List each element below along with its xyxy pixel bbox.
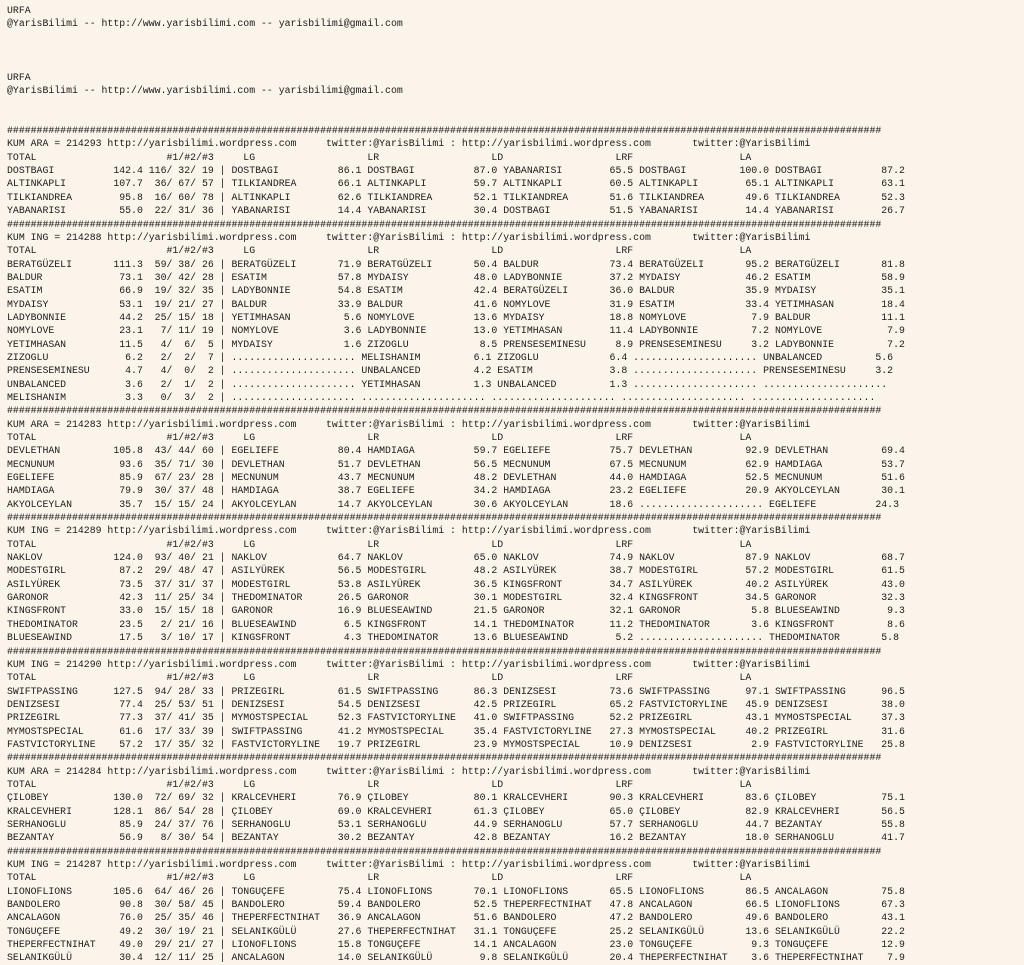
- text-line: ####################################################################################################################################################: [7, 845, 882, 857]
- text-line: ####################################################################################################################################################: [7, 218, 882, 230]
- text-line: KUM ARA = 214283 http://yarisbilimi.wordpress.com twitter:@YarisBilimi : http://yarisbilimi.wordpress.com twitter:@YarisBilimi: [7, 418, 811, 430]
- text-line: URFA: [7, 5, 31, 16]
- text-line: MECNUNUM 93.6 35/ 71/ 30 | DEVLETHAN 51.7 DEVLETHAN 56.5 MECNUNUM 67.5 MECNUNUM 62.9 HAMDIAGA 53.7: [7, 458, 905, 470]
- text-line: [7, 57, 1024, 70]
- text-line: MYMOSTSPECIAL 61.6 17/ 33/ 39 | SWIFTPASSING 41.2 MYMOSTSPECIAL 35.4 FASTVICTORYLINE 27.3 MYMOSTSPECIAL 40.2 PRIZEGIRL 31.6: [7, 725, 905, 737]
- text-line: ÇILOBEY 130.0 72/ 69/ 32 | KRALCEVHERI 76.9 ÇILOBEY 80.1 KRALCEVHERI 90.3 KRALCEVHERI 83.6 ÇILOBEY 75.1: [7, 792, 905, 804]
- text-line: KUM ARA = 214284 http://yarisbilimi.wordpress.com twitter:@YarisBilimi : http://yarisbilimi.wordpress.com twitter:@YarisBilimi: [7, 765, 811, 777]
- text-line: YETIMHASAN 11.5 4/ 6/ 5 | MYDAISY 1.6 ZIZOGLU 8.5 PRENSESEMINESU 8.9 PRENSESEMINESU 3.2 LADYBONNIE 7.2: [7, 338, 905, 350]
- text-line: [7, 44, 1024, 57]
- text-line: BLUESEAWIND 17.5 3/ 10/ 17 | KINGSFRONT 4.3 THEDOMINATOR 13.6 BLUESEAWIND 5.2 ..................... THEDOMINATOR 5.8: [7, 632, 899, 644]
- text-line: TOTAL #1/#2/#3 LG LR LD LRF LA: [7, 778, 752, 790]
- text-line: GARONOR 42.3 11/ 25/ 34 | THEDOMINATOR 26.5 GARONOR 30.1 MODESTGIRL 32.4 KINGSFRONT 34.5 GARONOR 32.3: [7, 592, 905, 604]
- text-line: [7, 111, 1024, 124]
- text-line: HAMDIAGA 79.9 30/ 37/ 48 | HAMDIAGA 38.7 EGELIEFE 34.2 HAMDIAGA 23.2 EGELIEFE 20.9 AKYOLCEYLAN 30.1: [7, 485, 905, 497]
- text-line: KUM ING = 214287 http://yarisbilimi.wordpress.com twitter:@YarisBilimi : http://yarisbilimi.wordpress.com twitter:@YarisBilimi: [7, 859, 811, 870]
- text-line: SERHANOGLU 85.9 24/ 37/ 76 | SERHANOGLU 53.1 SERHANOGLU 44.9 SERHANOGLU 57.7 SERHANOGLU 44.7 BEZANTAY 55.8: [7, 818, 905, 830]
- text-line: ####################################################################################################################################################: [7, 645, 882, 657]
- text-line: TOTAL #1/#2/#3 LG LR LD LRF LA: [7, 672, 752, 684]
- text-line: ####################################################################################################################################################: [7, 125, 882, 137]
- text-line: NAKLOV 124.0 93/ 40/ 21 | NAKLOV 64.7 NAKLOV 65.0 NAKLOV 74.9 NAKLOV 87.9 NAKLOV 68.7: [7, 552, 905, 564]
- text-line: AKYOLCEYLAN 35.7 15/ 15/ 24 | AKYOLCEYLAN 14.7 AKYOLCEYLAN 30.6 AKYOLCEYLAN 18.6 ..................... EGELIEFE 24.3: [7, 498, 899, 510]
- text-line: TOTAL #1/#2/#3 LG LR LD LRF LA: [7, 872, 752, 884]
- text-line: NOMYLOVE 23.1 7/ 11/ 19 | NOMYLOVE 3.6 LADYBONNIE 13.0 YETIMHASAN 11.4 LADYBONNIE 7.2 NOMYLOVE 7.9: [7, 325, 905, 337]
- text-line: TONGUÇEFE 49.2 30/ 19/ 21 | SELANIKGÜLÜ 27.6 THEPERFECTNIHAT 31.1 TONGUÇEFE 25.2 SELANIKGÜLÜ 13.6 SELANIKGÜLÜ 22.2: [7, 925, 905, 937]
- text-line: FASTVICTORYLINE 57.2 17/ 35/ 32 | FASTVICTORYLINE 19.7 PRIZEGIRL 23.9 MYMOSTSPECIAL 10.9 DENIZSESI 2.9 FASTVICTORYLINE 25.8: [7, 738, 905, 750]
- text-line: DENIZSESI 77.4 25/ 53/ 51 | DENIZSESI 54.5 DENIZSESI 42.5 PRIZEGIRL 65.2 FASTVICTORYLINE 45.9 DENIZSESI 38.0: [7, 698, 905, 710]
- text-line: TOTAL #1/#2/#3 LG LR LD LRF LA: [7, 151, 752, 163]
- text-line: URFA: [7, 71, 31, 83]
- text-line: MYDAISY 53.1 19/ 21/ 27 | BALDUR 33.9 BALDUR 41.6 NOMYLOVE 31.9 ESATIM 33.4 YETIMHASAN 18.4: [7, 298, 905, 310]
- text-line: THEPERFECTNIHAT 49.0 29/ 21/ 27 | LIONOFLIONS 15.8 TONGUÇEFE 14.1 ANCALAGON 23.0 TONGUÇEFE 9.3 TONGUÇEFE 12.9: [7, 939, 905, 951]
- text-line: ZIZOGLU 6.2 2/ 2/ 7 | ..................... MELISHANIM 6.1 ZIZOGLU 6.4 ..................... UNBALANCED 5.6: [7, 351, 894, 363]
- text-line: [7, 31, 1024, 44]
- text-line: ASILYÜREK 73.5 37/ 31/ 37 | MODESTGIRL 53.8 ASILYÜREK 36.5 KINGSFRONT 34.7 ASILYÜREK 40.2 ASILYÜREK 43.0: [7, 578, 905, 590]
- text-line: LADYBONNIE 44.2 25/ 15/ 18 | YETIMHASAN 5.6 NOMYLOVE 13.6 MYDAISY 18.8 NOMYLOVE 7.9 BALDUR 11.1: [7, 311, 905, 323]
- text-line: KUM ING = 214288 http://yarisbilimi.wordpress.com twitter:@YarisBilimi : http://yarisbilimi.wordpress.com twitter:@YarisBilimi: [7, 231, 811, 243]
- text-line: MELISHANIM 3.3 0/ 3/ 2 | ..................... ..................... ..................... ..................... .....................: [7, 391, 876, 403]
- text-line: SWIFTPASSING 127.5 94/ 28/ 33 | PRIZEGIRL 61.5 SWIFTPASSING 86.3 DENIZSESI 73.6 SWIFTPASSING 97.1 SWIFTPASSING 96.5: [7, 685, 905, 697]
- text-line: KRALCEVHERI 128.1 86/ 54/ 28 | ÇILOBEY 69.0 KRALCEVHERI 61.3 ÇILOBEY 65.0 ÇILOBEY 82.9 KRALCEVHERI 56.5: [7, 805, 905, 817]
- text-line: KUM ING = 214289 http://yarisbilimi.wordpress.com twitter:@YarisBilimi : http://yarisbilimi.wordpress.com twitter:@YarisBilimi: [7, 525, 811, 537]
- text-line: ANCALAGON 76.0 25/ 35/ 46 | THEPERFECTNIHAT 36.9 ANCALAGON 51.6 BANDOLERO 47.2 BANDOLERO 49.6 BANDOLERO 43.1: [7, 912, 905, 924]
- text-line: TILKIANDREA 95.8 16/ 60/ 78 | ALTINKAPLI 62.6 TILKIANDREA 52.1 TILKIANDREA 51.6 TILKIANDREA 49.6 TILKIANDREA 52.3: [7, 191, 905, 203]
- text-line: THEDOMINATOR 23.5 2/ 21/ 16 | BLUESEAWIND 6.5 KINGSFRONT 14.1 THEDOMINATOR 11.2 THEDOMINATOR 3.6 KINGSFRONT 8.6: [7, 618, 905, 630]
- text-line: DEVLETHAN 105.8 43/ 44/ 60 | EGELIEFE 80.4 HAMDIAGA 59.7 EGELIEFE 75.7 DEVLETHAN 92.9 DEVLETHAN 69.4: [7, 445, 905, 457]
- text-line: LIONOFLIONS 105.6 64/ 46/ 26 | TONGUÇEFE 75.4 LIONOFLIONS 70.1 LIONOFLIONS 65.5 LIONOFLIONS 86.5 ANCALAGON 75.8: [7, 885, 905, 897]
- text-line: KUM ING = 214290 http://yarisbilimi.wordpress.com twitter:@YarisBilimi : http://yarisbilimi.wordpress.com twitter:@YarisBilimi: [7, 658, 811, 670]
- text-line: BANDOLERO 90.8 30/ 58/ 45 | BANDOLERO 59.4 BANDOLERO 52.5 THEPERFECTNIHAT 47.8 ANCALAGON 66.5 LIONOFLIONS 67.3: [7, 899, 905, 911]
- text-line: ALTINKAPLI 107.7 36/ 67/ 57 | TILKIANDREA 66.1 ALTINKAPLI 59.7 ALTINKAPLI 60.5 ALTINKAPLI 65.1 ALTINKAPLI 63.1: [7, 178, 905, 190]
- text-line: PRENSESEMINESU 4.7 4/ 0/ 2 | ..................... UNBALANCED 4.2 ESATIM 3.8 ..................... PRENSESEMINESU 3.2: [7, 365, 894, 377]
- text-line: DOSTBAGI 142.4 116/ 32/ 19 | DOSTBAGI 86.1 DOSTBAGI 87.0 YABANARISI 65.5 DOSTBAGI 100.0 DOSTBAGI 87.2: [7, 165, 905, 177]
- text-line: PRIZEGIRL 77.3 37/ 41/ 35 | MYMOSTSPECIAL 52.3 FASTVICTORYLINE 41.0 SWIFTPASSING 52.2 PRIZEGIRL 43.1 MYMOSTSPECIAL 37.3: [7, 712, 905, 724]
- text-line: YABANARISI 55.0 22/ 31/ 36 | YABANARISI 14.4 YABANARISI 30.4 DOSTBAGI 51.5 YABANARISI 14.4 YABANARISI 26.7: [7, 205, 905, 217]
- text-line: ####################################################################################################################################################: [7, 405, 882, 417]
- text-line: EGELIEFE 85.9 67/ 23/ 28 | MECNUNUM 43.7 MECNUNUM 48.2 DEVLETHAN 44.0 HAMDIAGA 52.5 MECNUNUM 51.6: [7, 472, 905, 484]
- text-line: ####################################################################################################################################################: [7, 752, 882, 764]
- text-line: KUM ARA = 214293 http://yarisbilimi.wordpress.com twitter:@YarisBilimi : http://yarisbilimi.wordpress.com twitter:@YarisBilimi: [7, 138, 811, 150]
- text-line: BERATGÜZELI 111.3 59/ 38/ 26 | BERATGÜZELI 71.9 BERATGÜZELI 50.4 BALDUR 73.4 BERATGÜZELI 95.2 BERATGÜZELI 81.8: [7, 258, 905, 270]
- text-line: TOTAL #1/#2/#3 LG LR LD LRF LA: [7, 538, 752, 550]
- text-line: TOTAL #1/#2/#3 LG LR LD LRF LA: [7, 245, 752, 257]
- text-line: [7, 97, 1024, 110]
- text-line: @YarisBilimi -- http://www.yarisbilimi.com -- yarisbilimi@gmail.com: [7, 85, 403, 97]
- text-line: ####################################################################################################################################################: [7, 512, 882, 524]
- text-line: BALDUR 73.1 30/ 42/ 28 | ESATIM 57.8 MYDAISY 48.0 LADYBONNIE 37.2 MYDAISY 46.2 ESATIM 58.9: [7, 271, 905, 283]
- text-line: KINGSFRONT 33.0 15/ 15/ 18 | GARONOR 16.9 BLUESEAWIND 21.5 GARONOR 32.1 GARONOR 5.8 BLUESEAWIND 9.3: [7, 605, 905, 617]
- text-line: SELANIKGÜLÜ 30.4 12/ 11/ 25 | ANCALAGON 14.0 SELANIKGÜLÜ 9.8 SELANIKGÜLÜ 20.4 THEPERFECTNIHAT 3.6 THEPERFECTNIHAT 7.9: [7, 952, 905, 964]
- text-line: MODESTGIRL 87.2 29/ 48/ 47 | ASILYÜREK 56.5 MODESTGIRL 48.2 ASILYÜREK 38.7 MODESTGIRL 57.2 MODESTGIRL 61.5: [7, 565, 905, 577]
- text-line: TOTAL #1/#2/#3 LG LR LD LRF LA: [7, 432, 752, 443]
- text-line: @YarisBilimi -- http://www.yarisbilimi.com -- yarisbilimi@gmail.com: [7, 18, 403, 30]
- text-line: ESATIM 66.9 19/ 32/ 35 | LADYBONNIE 54.8 ESATIM 42.4 BERATGÜZELI 36.0 BALDUR 35.9 MYDAISY 35.1: [7, 285, 905, 297]
- text-line: UNBALANCED 3.6 2/ 1/ 2 | ..................... YETIMHASAN 1.3 UNBALANCED 1.3 ..................... .....................: [7, 378, 888, 390]
- text-line: BEZANTAY 56.9 8/ 30/ 54 | BEZANTAY 30.2 BEZANTAY 42.8 BEZANTAY 16.2 BEZANTAY 18.0 SERHANOGLU 41.7: [7, 832, 905, 844]
